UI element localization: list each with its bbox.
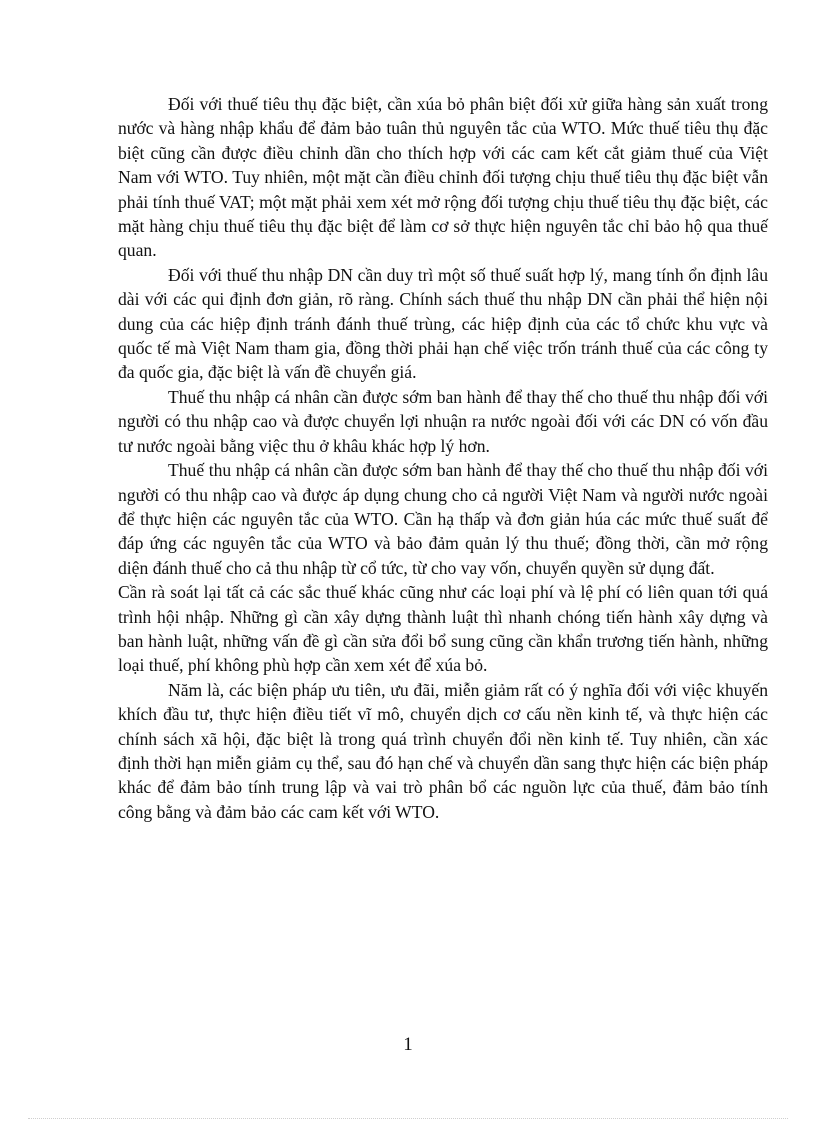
paragraph-fifth-point-incentives: Năm là, các biện pháp ưu tiên, ưu đãi, miễn giảm rất có ý nghĩa đối với việc khuyến khích đầu tư, thực hiện điều tiết vĩ mô, chuyển dịch cơ cấu nền kinh tế, và thực hiện các chính sách xã hội, đặc biệt là trong quá trình chuyển đổi nền kinh tế. Tuy nhiên, cần xác định thời hạn miễn giảm cụ thể, sau đó hạn chế và chuyển dần sang thực hiện các biện pháp khác để đảm bảo tính trung lập và vai trò phân bổ các nguồn lực của thuế, đảm bảo tính công bằng và đảm bảo các cam kết với WTO. [118,679,768,822]
page-bottom-divider [28,1118,788,1119]
paragraph-special-consumption-tax: Đối với thuế tiêu thụ đặc biệt, cần xúa bỏ phân biệt đối xử giữa hàng sản xuất trong nước và hàng nhập khẩu để đảm bảo tuân thủ nguyên tắc của WTO. Mức thuế tiêu thụ đặc biệt cũng cần được điều chỉnh dần cho thích hợp với các cam kết cắt giảm thuế của Việt Nam với WTO. Tuy nhiên, một mặt cần điều chỉnh đối tượng chịu thuế tiêu thụ đặc biệt vẫn phải tính thuế VAT; một mặt phải xem xét mở rộng đối tượng chịu thuế tiêu thụ đặc biệt, các mặt hàng chịu thuế tiêu thụ đặc biệt để làm cơ sở thực hiện nguyên tắc chỉ bảo hộ qua thuế quan. [118,94,768,261]
paragraph-personal-income-tax-1: Thuế thu nhập cá nhân cần được sớm ban hành để thay thế cho thuế thu nhập đối với người có thu nhập cao và được chuyển lợi nhuận ra nước ngoài đối với các DN có vốn đầu tư nước ngoài bằng việc thu ở khâu khác hợp lý hơn. [118,386,768,456]
paragraph-corporate-income-tax: Đối với thuế thu nhập DN cần duy trì một số thuế suất hợp lý, mang tính ổn định lâu dài với các qui định đơn giản, rõ ràng. Chính sách thuế thu nhập DN cần phải thể hiện nội dung của các hiệp định tránh đánh thuế trùng, các hiệp định của các tổ chức khu vực và quốc tế mà Việt Nam tham gia, đồng thời phải hạn chế việc trốn tránh thuế của các công ty đa quốc gia, đặc biệt là vấn đề chuyển giá. [118,264,768,383]
paragraph-personal-income-tax-2: Thuế thu nhập cá nhân cần được sớm ban hành để thay thế cho thuế thu nhập đối với người có thu nhập cao và được áp dụng chung cho cả người Việt Nam và người nước ngoài để thực hiện các nguyên tắc của WTO. Cần hạ thấp và đơn giản húa các mức thuế suất để đáp ứng các nguyên tắc của WTO và bảo đảm quản lý thu thuế; đồng thời, cần mở rộng diện đánh thuế cho cả thu nhập từ cổ tức, từ cho vay vốn, chuyển quyền sử dụng đất. [118,460,768,578]
document-body [118,92,768,824]
paragraph-other-taxes-review: Cần rà soát lại tất cả các sắc thuế khác cũng như các loại phí và lệ phí có liên quan tới quá trình hội nhập. Những gì cần xây dựng thành luật thì nhanh chóng tiến hành xây dựng và ban hành luật, những vấn đề gì cần sửa đổi bổ sung cũng cần khẩn trương tiến hành, những loại thuế, phí không phù hợp cần xem xét để xúa bỏ. [118,582,768,676]
page-number: 1 [403,1034,413,1055]
